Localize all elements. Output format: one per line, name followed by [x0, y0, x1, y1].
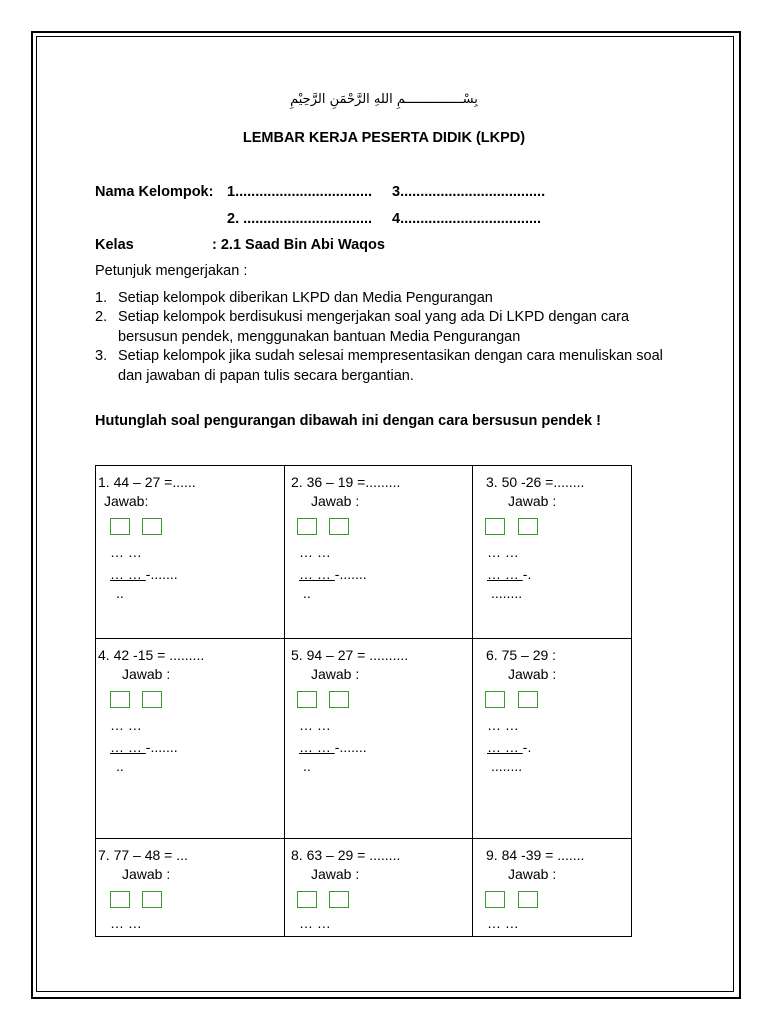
answer-box-ones[interactable]: [329, 518, 349, 535]
borrow-dots: … …: [299, 544, 331, 560]
problem-question: 9. 84 -39 = .......: [486, 847, 585, 863]
result-dots: ..: [116, 585, 124, 601]
answer-box-tens[interactable]: [297, 891, 317, 908]
subtraction-digits: … …: [299, 739, 335, 755]
subtraction-digits: … …: [299, 566, 335, 582]
answer-box-tens[interactable]: [485, 691, 505, 708]
instruction-number: 1.: [95, 290, 108, 306]
subtraction-digits: … …: [110, 566, 146, 582]
problem-cell[interactable]: [473, 466, 632, 639]
instructions-heading: Petunjuk mengerjakan :: [95, 263, 248, 279]
subtraction-digits: … …: [110, 739, 146, 755]
problem-question: 8. 63 – 29 = ........: [291, 847, 401, 863]
subtraction-line: [299, 739, 367, 755]
instruction-item-3: [95, 347, 675, 386]
group-label: Nama Kelompok:: [95, 184, 214, 200]
answer-box-ones[interactable]: [518, 691, 538, 708]
member-4-field[interactable]: 4...................................: [392, 211, 542, 227]
borrow-dots: … …: [299, 915, 331, 931]
instruction-number: 2.: [95, 309, 108, 325]
result-dots: ..: [303, 585, 311, 601]
problem-question: 3. 50 -26 =........: [486, 474, 585, 490]
member-2-field[interactable]: 2. ................................: [227, 211, 373, 227]
answer-box-tens[interactable]: [110, 691, 130, 708]
answer-label: Jawab :: [122, 666, 171, 682]
instruction-text: Setiap kelompok jika sudah selesai mempresentasikan dengan cara menuliskan soal dan jawaban di papan tulis secara bergantian.: [118, 348, 663, 384]
answer-box-ones[interactable]: [142, 891, 162, 908]
instruction-item-1: [95, 289, 675, 309]
answer-label: Jawab :: [311, 666, 360, 682]
problem-question: 1. 44 – 27 =......: [98, 474, 196, 490]
class-value: : 2.1 Saad Bin Abi Waqos: [212, 237, 385, 253]
problem-question: 7. 77 – 48 = ...: [98, 847, 188, 863]
borrow-dots: … …: [487, 915, 519, 931]
member-3-field[interactable]: 3....................................: [392, 184, 546, 200]
problem-table: [95, 465, 632, 937]
borrow-dots: … …: [299, 717, 331, 733]
answer-box-tens[interactable]: [110, 518, 130, 535]
class-label: Kelas: [95, 237, 134, 253]
problem-question: 4. 42 -15 = .........: [98, 647, 205, 663]
problem-cell[interactable]: [285, 466, 473, 639]
result-dots: ........: [491, 758, 523, 774]
result-dots: ..: [303, 758, 311, 774]
subtraction-line: [110, 566, 178, 582]
task-instruction: Hutunglah soal pengurangan dibawah ini dengan cara bersusun pendek !: [95, 413, 601, 429]
borrow-dots: … …: [110, 915, 142, 931]
borrow-dots: … …: [487, 717, 519, 733]
answer-label: Jawab :: [311, 866, 360, 882]
answer-label: Jawab :: [508, 866, 557, 882]
problem-cell[interactable]: [473, 839, 632, 937]
answer-box-ones[interactable]: [518, 518, 538, 535]
subtraction-line: [110, 739, 178, 755]
answer-box-ones[interactable]: [518, 891, 538, 908]
result-dots: ..: [116, 758, 124, 774]
answer-box-ones[interactable]: [142, 691, 162, 708]
problem-question: 6. 75 – 29 :: [486, 647, 557, 663]
problem-cell[interactable]: [96, 639, 285, 839]
answer-box-tens[interactable]: [297, 691, 317, 708]
answer-label: Jawab:: [104, 493, 149, 509]
answer-box-ones[interactable]: [329, 691, 349, 708]
problem-question: 5. 94 – 27 = ..........: [291, 647, 409, 663]
bismillah-text: بِسْـــــــــــــــمِ اللهِ الرَّحْمَنِ الرَّحِيْمِ: [290, 92, 478, 107]
page-title: LEMBAR KERJA PESERTA DIDIK (LKPD): [242, 130, 526, 146]
instruction-text: Setiap kelompok diberikan LKPD dan Media Pengurangan: [118, 290, 493, 306]
answer-box-ones[interactable]: [329, 891, 349, 908]
subtraction-digits: … …: [487, 566, 523, 582]
subtraction-result: -.......: [145, 739, 178, 755]
subtraction-result: -.......: [334, 739, 367, 755]
problem-question: 2. 36 – 19 =.........: [291, 474, 401, 490]
problem-cell[interactable]: [96, 839, 285, 937]
problem-cell[interactable]: [285, 839, 473, 937]
subtraction-line: [299, 566, 367, 582]
instruction-item-2: [95, 308, 675, 347]
answer-box-tens[interactable]: [485, 518, 505, 535]
answer-label: Jawab :: [122, 866, 171, 882]
subtraction-line: [487, 566, 531, 582]
problem-cell[interactable]: [285, 639, 473, 839]
borrow-dots: … …: [110, 717, 142, 733]
instruction-text: Setiap kelompok berdisukusi mengerjakan soal yang ada Di LKPD dengan cara bersusun pendek, menggunakan bantuan Media Pengurangan: [118, 309, 630, 345]
answer-box-tens[interactable]: [110, 891, 130, 908]
borrow-dots: … …: [110, 544, 142, 560]
member-1-field[interactable]: 1..................................: [227, 184, 373, 200]
problem-cell[interactable]: [96, 466, 285, 639]
instruction-number: 3.: [95, 348, 108, 364]
borrow-dots: … …: [487, 544, 519, 560]
answer-label: Jawab :: [311, 493, 360, 509]
subtraction-line: [487, 739, 531, 755]
answer-box-tens[interactable]: [485, 891, 505, 908]
subtraction-result: -.......: [334, 566, 367, 582]
subtraction-result: -.: [522, 566, 532, 582]
subtraction-result: -.: [522, 739, 532, 755]
result-dots: ........: [491, 585, 523, 601]
answer-box-tens[interactable]: [297, 518, 317, 535]
answer-label: Jawab :: [508, 493, 557, 509]
problem-cell[interactable]: [473, 639, 632, 839]
subtraction-result: -.......: [145, 566, 178, 582]
subtraction-digits: … …: [487, 739, 523, 755]
answer-label: Jawab :: [508, 666, 557, 682]
answer-box-ones[interactable]: [142, 518, 162, 535]
